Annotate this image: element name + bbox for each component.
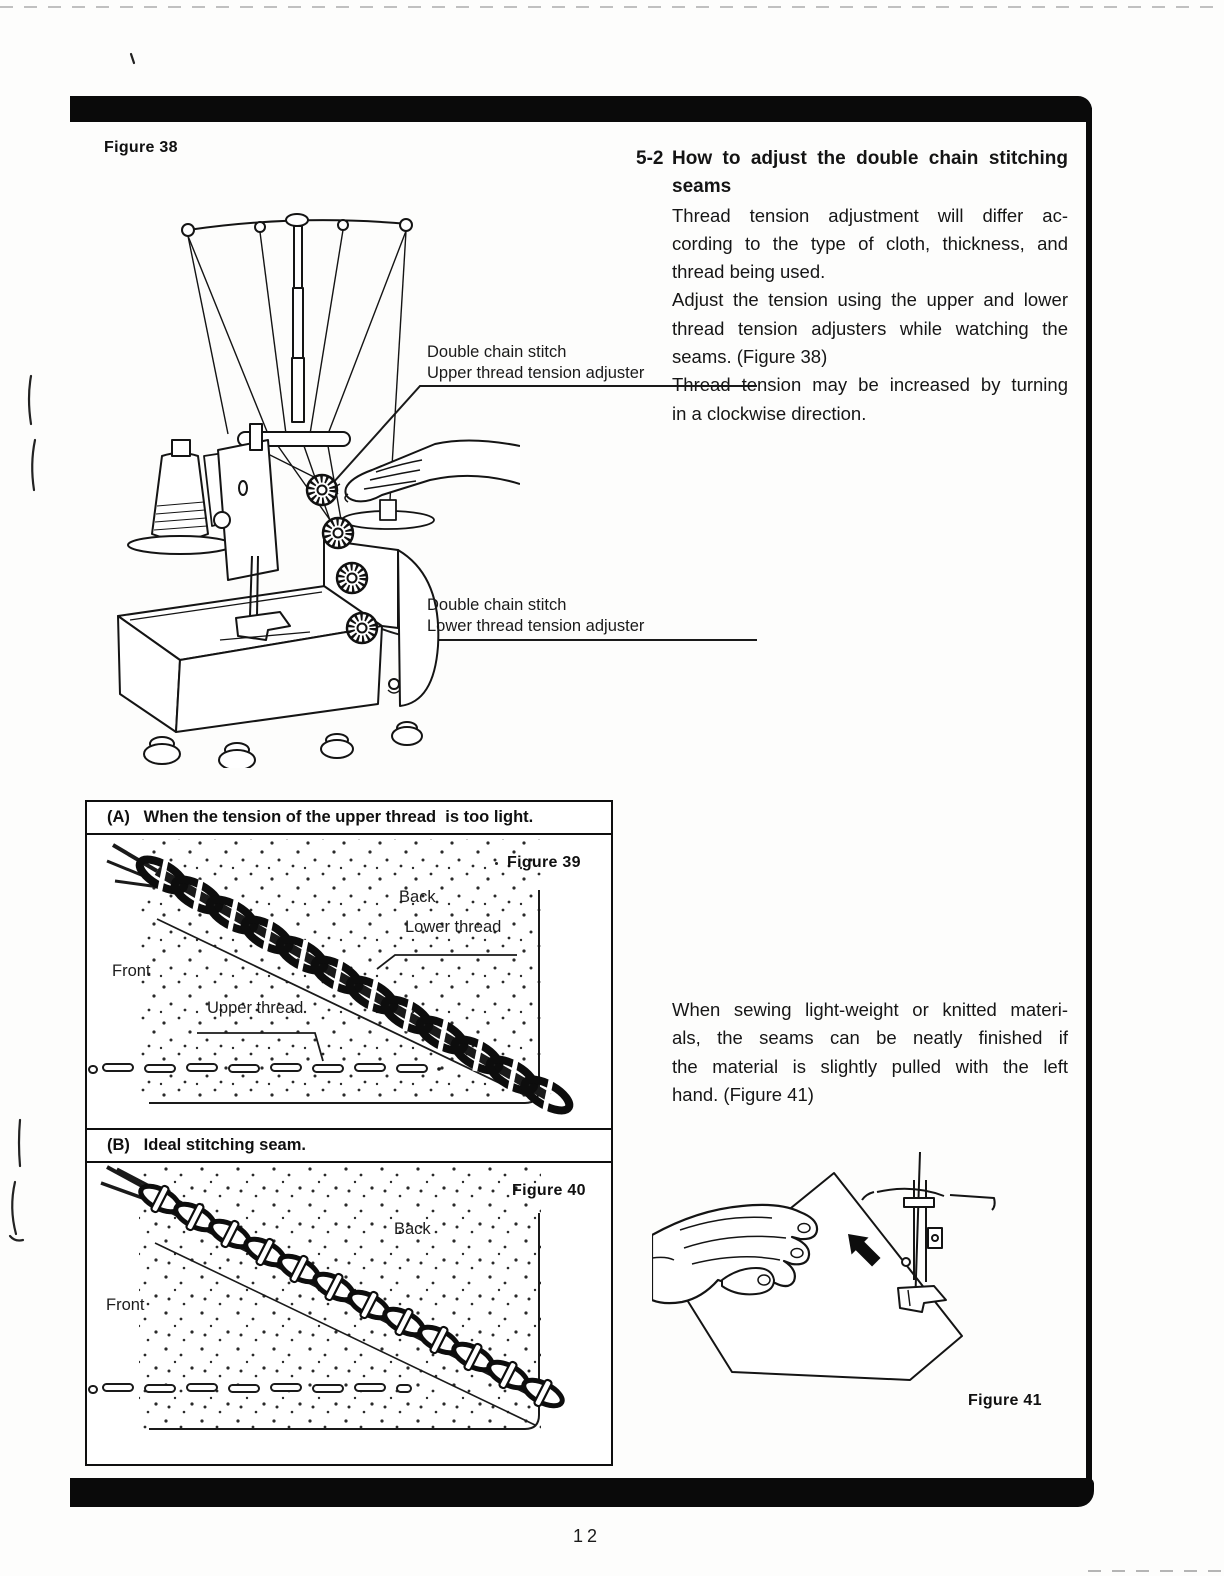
panel-b <box>85 1128 613 1466</box>
callout-line: Double chain stitch <box>427 596 567 614</box>
ideal-chain-stitch-figure <box>87 1163 606 1459</box>
hand-illustration <box>345 440 520 501</box>
label-lower-thread: Lower thread <box>405 918 502 936</box>
figure-39-caption: Figure 39 <box>507 854 581 871</box>
label-upper-thread: Upper thread <box>207 999 304 1017</box>
label-back: Back <box>399 888 436 906</box>
section-number: 5-2 <box>636 148 664 169</box>
sewing-machine-illustration <box>100 188 520 768</box>
figure-38-caption: Figure 38 <box>104 139 178 156</box>
page-number: 12 <box>572 1526 602 1546</box>
text-line: Thread tension may be increased by turning <box>672 374 1068 396</box>
figure-41-caption: Figure 41 <box>968 1392 1042 1409</box>
section-title-line: How to adjust the double chain stitching <box>672 148 1068 169</box>
panel-a-header: (A) When the tension of the upper thread is too light. <box>87 802 611 835</box>
text-line: Thread tension adjustment will differ ac- <box>672 204 1068 226</box>
upper-tension-dial <box>307 475 337 505</box>
text-line: seams. (Figure 38) <box>672 346 828 368</box>
section-title-line: seams <box>672 176 732 198</box>
text-line: thread being used. <box>672 261 826 283</box>
panel-a <box>85 800 613 1130</box>
callout-lower-adjuster <box>427 595 644 637</box>
text-line: When sewing light-weight or knitted materi- <box>672 999 1068 1020</box>
lower-tension-dial <box>347 613 377 643</box>
callout-line: Double chain stitch <box>427 343 567 361</box>
section-heading <box>636 145 1068 173</box>
text-line: in a clockwise direction. <box>672 402 867 424</box>
figure-40-caption: Figure 40 <box>512 1182 586 1199</box>
text-line: Adjust the tension using the upper and lower <box>672 289 1068 311</box>
text-line: cording to the type of cloth, thickness, and <box>672 232 1068 254</box>
paragraph-figure41 <box>636 996 1068 1109</box>
upper-thread-dashes <box>89 1384 411 1393</box>
text-line: als, the seams can be neatly finished if <box>672 1027 1068 1049</box>
section-5-2 <box>636 145 1068 428</box>
callout-line: Lower thread tension adjuster <box>427 617 645 635</box>
panel-b-header: (B) Ideal stitching seam. <box>87 1130 611 1163</box>
text-line: hand. (Figure 41) <box>672 1083 814 1105</box>
label-front: Front <box>112 962 151 980</box>
callout-line: Upper thread tension adjuster <box>427 364 645 382</box>
text-line: the material is slightly pulled with the left <box>672 1055 1068 1077</box>
label-back: Back <box>394 1220 431 1238</box>
callout-upper-adjuster <box>427 342 644 384</box>
loose-chain-stitch-figure <box>87 835 606 1123</box>
scan-dot <box>495 862 498 865</box>
label-front: Front <box>106 1296 145 1314</box>
text-line: thread tension adjusters while watching the <box>672 317 1068 339</box>
